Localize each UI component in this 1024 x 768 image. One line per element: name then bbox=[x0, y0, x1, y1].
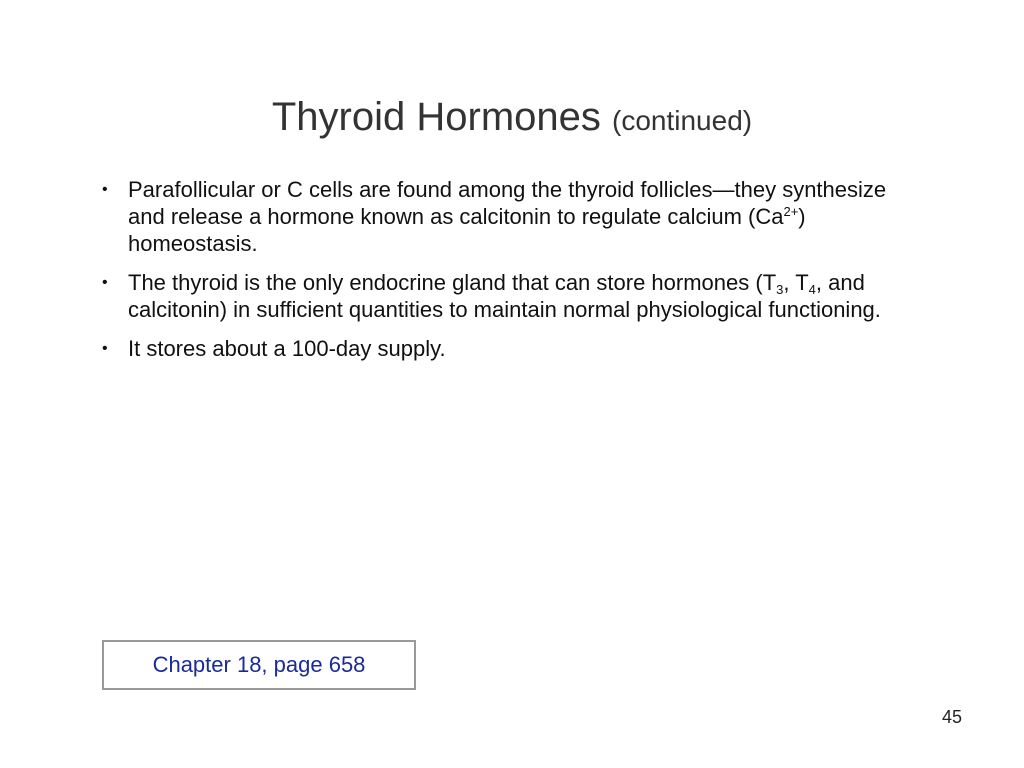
bullet-item bbox=[96, 269, 896, 323]
bullet-marker: • bbox=[102, 340, 108, 357]
slide-title bbox=[0, 93, 1024, 145]
bullet-text: The thyroid is the only endocrine gland that can store hormones (T bbox=[128, 270, 777, 295]
bullet-text: , T bbox=[783, 270, 809, 295]
superscript: 2+ bbox=[783, 204, 799, 219]
bullet-text: , and calcitonin) in sufficient quantities to maintain normal physiological functioning. bbox=[128, 270, 881, 322]
title-subtitle: (continued) bbox=[612, 105, 753, 136]
bullet-list bbox=[96, 176, 896, 374]
bullet-marker: • bbox=[102, 274, 108, 291]
subscript: 4 bbox=[808, 282, 816, 297]
subscript: 3 bbox=[776, 282, 784, 297]
bullet-item bbox=[96, 335, 896, 362]
bullet-marker: • bbox=[102, 181, 108, 198]
title-main: Thyroid Hormones bbox=[271, 95, 601, 139]
bullet-item bbox=[96, 176, 896, 257]
bullet-text: ) homeostasis. bbox=[128, 204, 806, 256]
reference-text: Chapter 18, page 658 bbox=[152, 652, 366, 677]
reference-box bbox=[102, 640, 416, 690]
page-number: 45 bbox=[941, 707, 962, 727]
bullet-text: Parafollicular or C cells are found among the thyroid follicles—they synthesize and release a hormone known as calcitonin to regulate calcium (Ca bbox=[128, 177, 887, 229]
bullet-text: It stores about a 100-day supply. bbox=[128, 336, 446, 361]
